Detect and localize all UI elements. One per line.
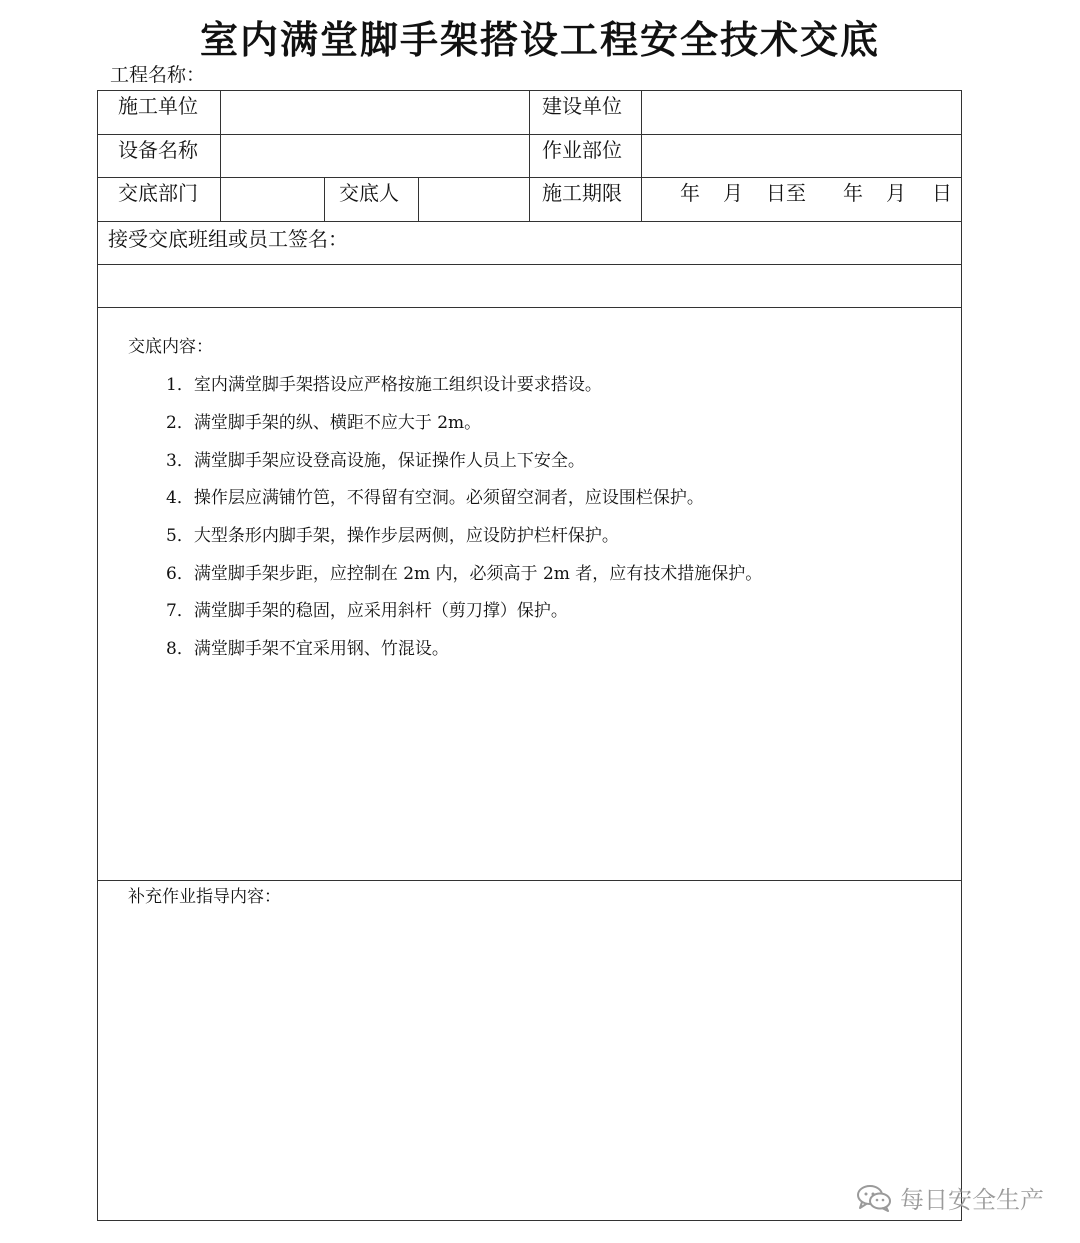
client-unit-label: 建设单位 [542, 94, 622, 118]
content-item: 7．满堂脚手架的稳固，应采用斜杆（剪刀撑）保护。 [166, 601, 568, 621]
watermark-text: 每日安全生产 [900, 1186, 1044, 1214]
content-item: 6．满堂脚手架步距，应控制在 2m 内，必须高于 2m 者，应有技术措施保护。 [166, 564, 763, 584]
period-year-end: 年 [843, 181, 863, 205]
briefing-dept-label: 交底部门 [118, 181, 198, 205]
content-item: 1．室内满堂脚手架搭设应严格按施工组织设计要求搭设。 [166, 375, 602, 395]
period-month-end: 月 [886, 181, 906, 205]
project-name-label: 工程名称： [110, 64, 206, 86]
content-item: 3．满堂脚手架应设登高设施，保证操作人员上下安全。 [166, 451, 585, 471]
period-month-start: 月 [723, 181, 743, 205]
construction-period-label: 施工期限 [542, 181, 622, 205]
content-item: 5．大型条形内脚手架，操作步层两侧，应设防护栏杆保护。 [166, 526, 619, 546]
period-year-start: 年 [680, 181, 700, 205]
content-label: 交底内容： [128, 337, 213, 357]
row-divider [98, 307, 961, 308]
period-value [642, 180, 961, 206]
period-day-end: 日 [932, 181, 952, 205]
period-value-text [642, 180, 643, 181]
row-divider [98, 264, 961, 265]
supplement-label: 补充作业指导内容： [128, 887, 281, 907]
row-divider [98, 880, 961, 881]
briefing-form [97, 90, 962, 1221]
wechat-icon [856, 1184, 892, 1212]
col-divider [324, 177, 325, 221]
col-divider [220, 91, 221, 221]
signature-label: 接受交底班组或员工签名： [108, 227, 348, 251]
content-item: 8．满堂脚手架不宜采用钢、竹混设。 [166, 639, 449, 659]
construction-unit-label: 施工单位 [118, 94, 198, 118]
content-item: 4．操作层应满铺竹笆，不得留有空洞。必须留空洞者，应设围栏保护。 [166, 488, 704, 508]
period-day-start: 日至 [766, 181, 806, 205]
work-location-label: 作业部位 [542, 138, 622, 162]
row-divider [98, 221, 961, 222]
briefer-label: 交底人 [339, 181, 399, 205]
content-item: 2．满堂脚手架的纵、横距不应大于 2m。 [166, 413, 482, 433]
watermark [856, 1180, 1044, 1215]
page-title: 室内满堂脚手架搭设工程安全技术交底 [199, 18, 880, 62]
col-divider [529, 91, 530, 221]
equipment-name-label: 设备名称 [118, 138, 198, 162]
col-divider [418, 177, 419, 221]
